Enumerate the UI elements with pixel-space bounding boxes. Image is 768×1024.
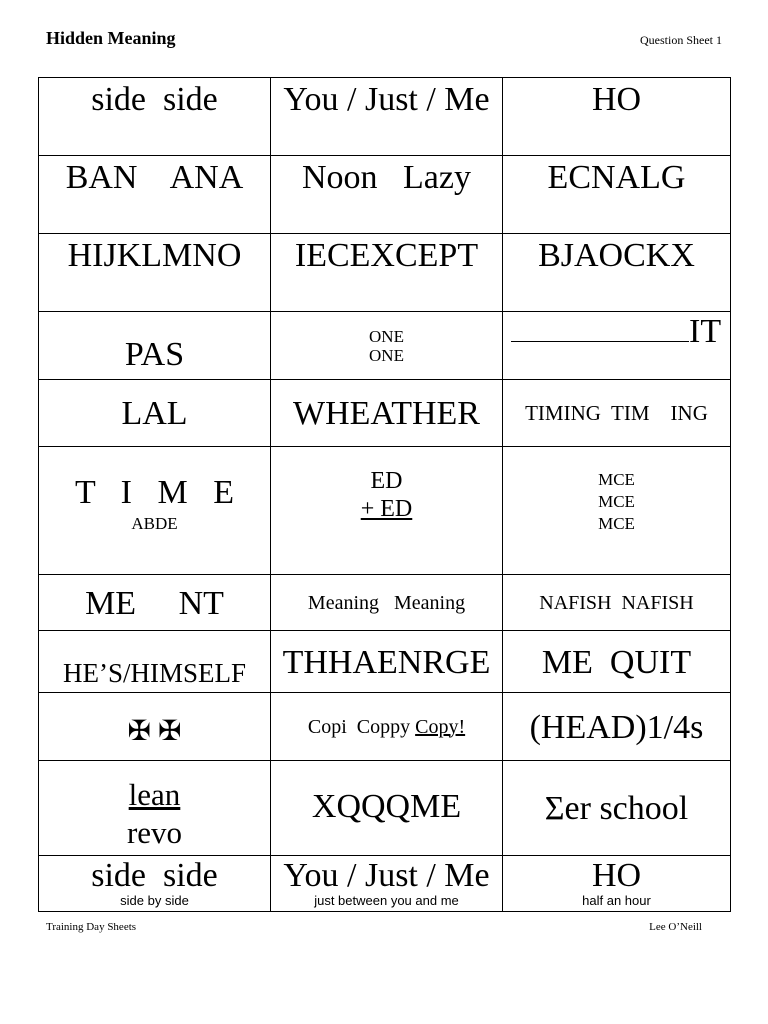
puzzle-text: ABDE <box>131 514 178 533</box>
puzzle-cell <box>503 78 731 156</box>
puzzle-cell <box>271 380 503 447</box>
puzzle-text: T I M E <box>75 474 234 511</box>
puzzle-cell <box>39 761 271 856</box>
puzzle-cell <box>503 234 731 312</box>
cross-icons: ✠ ✠ <box>127 715 182 747</box>
example-answer: side by side <box>120 893 189 908</box>
puzzle-text: XQQQME <box>311 788 462 825</box>
example-puzzle: side side <box>91 857 218 894</box>
example-cell <box>503 856 731 912</box>
puzzle-cell <box>39 380 271 447</box>
puzzle-cell <box>39 447 271 575</box>
puzzle-cell <box>271 575 503 631</box>
puzzle-text: HE’S/HIMSELF <box>62 658 246 688</box>
puzzle-text: ED <box>370 468 403 494</box>
example-puzzle: You / Just / Me <box>283 857 490 894</box>
puzzle-text: BAN ANA <box>65 159 244 196</box>
puzzle-text: revo <box>126 815 183 850</box>
puzzle-cell <box>39 156 271 234</box>
puzzle-text: IT <box>689 313 722 350</box>
puzzle-cell <box>503 575 731 631</box>
puzzle-cell <box>39 575 271 631</box>
example-puzzle: HO <box>591 857 642 894</box>
puzzle-cell <box>503 761 731 856</box>
puzzle-text: lean <box>128 777 181 812</box>
puzzle-cell <box>39 693 271 761</box>
puzzle-text: ME NT <box>85 584 224 622</box>
puzzle-cell <box>39 312 271 380</box>
puzzle-cell <box>503 312 731 380</box>
puzzle-text: HIJKLMNO <box>67 237 242 274</box>
puzzle-cell <box>271 447 503 575</box>
puzzle-text: TIMING TIM ING <box>525 401 708 425</box>
puzzle-text: + ED <box>360 496 413 522</box>
puzzle-text: side side <box>91 81 218 118</box>
puzzle-text: ONE <box>369 326 404 346</box>
puzzle-text: ME QUIT <box>541 643 692 681</box>
blank-line <box>511 317 689 342</box>
puzzle-cell <box>39 631 271 693</box>
puzzle-cell <box>271 312 503 380</box>
puzzle-cell <box>39 234 271 312</box>
footer-right: Lee O’Neill <box>649 921 702 933</box>
puzzle-text: Copy! <box>415 715 466 738</box>
puzzle-text: THHAENRGE <box>282 643 491 681</box>
puzzle-text: PAS <box>124 336 185 373</box>
puzzle-text: ONE <box>369 345 404 365</box>
puzzle-cell <box>39 78 271 156</box>
puzzle-text: LAL <box>121 395 188 432</box>
page-title: Hidden Meaning <box>46 28 176 48</box>
puzzle-text: BJAOCKX <box>538 237 695 274</box>
puzzle-cell <box>503 156 731 234</box>
puzzle-cell <box>503 631 731 693</box>
puzzle-text: ECNALG <box>547 159 686 196</box>
puzzle-text: WHEATHER <box>293 395 480 432</box>
puzzle-text: You / Just / Me <box>283 81 490 118</box>
puzzle-cell <box>271 156 503 234</box>
footer-left: Training Day Sheets <box>46 921 137 933</box>
puzzle-cell <box>503 447 731 575</box>
puzzle-text: (HEAD)1/4s <box>529 708 704 746</box>
puzzle-text: MCE <box>598 470 635 489</box>
puzzle-text: MCE <box>598 514 635 533</box>
puzzle-grid <box>38 77 731 912</box>
example-cell <box>271 856 503 912</box>
example-answer: half an hour <box>582 893 651 908</box>
puzzle-text: Meaning Meaning <box>307 591 466 614</box>
puzzle-text: NAFISH NAFISH <box>539 591 694 614</box>
puzzle-cell <box>271 234 503 312</box>
puzzle-cell <box>503 380 731 447</box>
puzzle-text: MCE <box>598 492 635 511</box>
puzzle-cell <box>503 693 731 761</box>
puzzle-cell <box>271 78 503 156</box>
puzzle-text: HO <box>591 81 642 118</box>
puzzle-cell <box>271 761 503 856</box>
puzzle-cell <box>271 693 503 761</box>
puzzle-cell <box>271 631 503 693</box>
sheet-label: Question Sheet 1 <box>640 33 722 47</box>
puzzle-text: Copi Coppy <box>307 715 416 738</box>
example-cell <box>39 856 271 912</box>
puzzle-text: IECEXCEPT <box>294 237 479 274</box>
puzzle-text: Σer school <box>544 790 689 827</box>
puzzle-text: Noon Lazy <box>301 159 471 196</box>
example-answer: just between you and me <box>314 893 459 908</box>
